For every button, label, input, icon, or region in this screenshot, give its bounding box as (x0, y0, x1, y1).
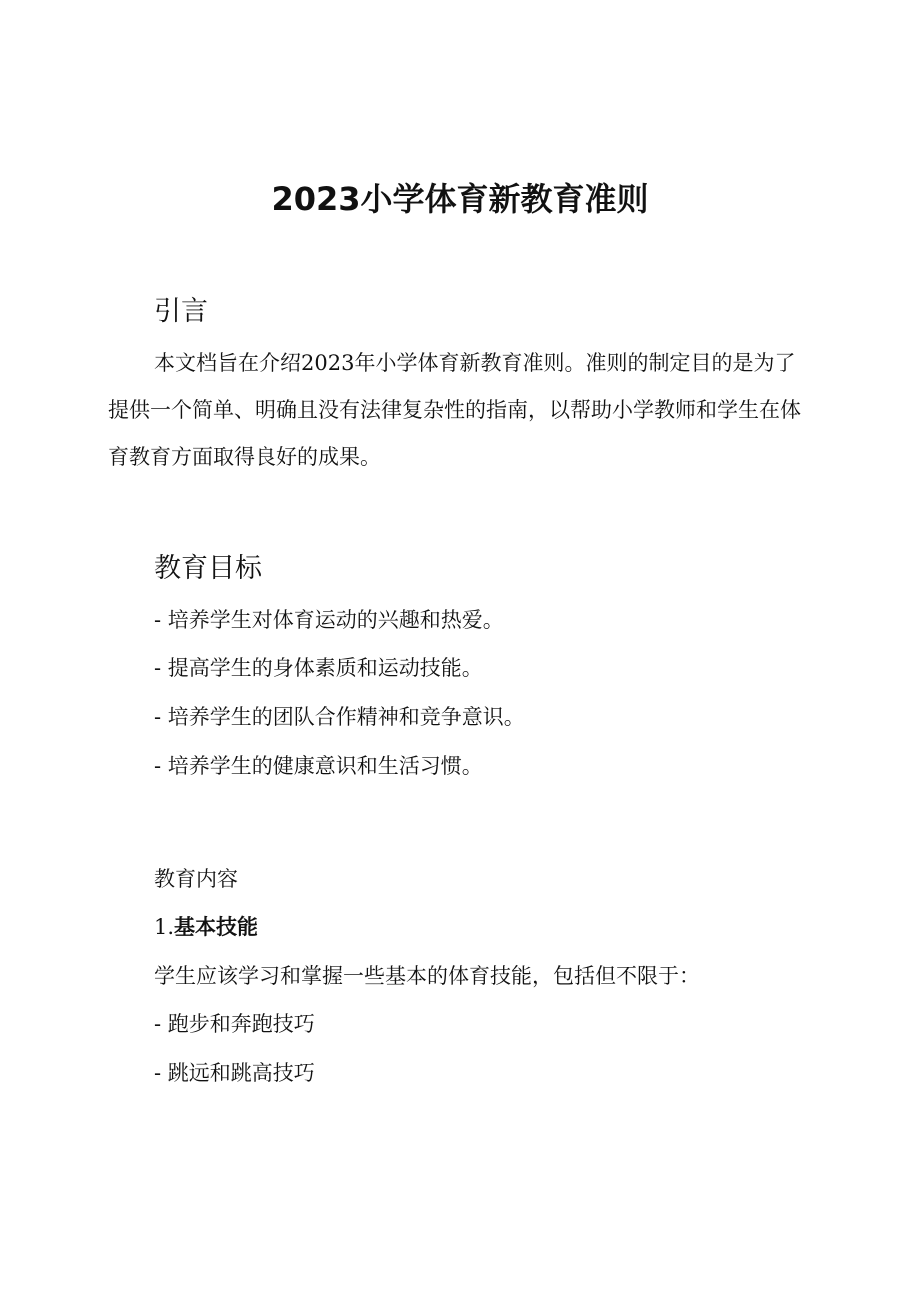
content-heading: 教育内容 (154, 867, 238, 891)
skill-item: - 跳远和跳高技巧 (154, 1061, 315, 1085)
goal-item: - 培养学生对体育运动的兴趣和热爱。 (154, 608, 504, 632)
intro-paragraph: 本文档旨在介绍2023年小学体育新教育准则。准则的制定目的是为了提供一个简单、明确且没有法律复杂性的指南，以帮助小学教师和学生在体育教育方面取得良好的成果。 (108, 351, 801, 469)
intro-heading: 引言 (154, 296, 208, 327)
skill-item: - 跑步和奔跑技巧 (154, 1012, 315, 1036)
section-1-number: 1. (154, 915, 175, 939)
goal-item: - 培养学生的健康意识和生活习惯。 (154, 754, 483, 778)
document-title: 2023小学体育新教育准则 (271, 180, 649, 218)
section-1-title: 基本技能 (174, 914, 259, 939)
goals-heading: 教育目标 (154, 553, 262, 584)
section-1-description: 学生应该学习和掌握一些基本的体育技能，包括但不限于： (154, 964, 700, 988)
section-1-heading (154, 911, 258, 943)
goal-item: - 提高学生的身体素质和运动技能。 (154, 656, 483, 680)
goal-item: - 培养学生的团队合作精神和竞争意识。 (154, 705, 525, 729)
